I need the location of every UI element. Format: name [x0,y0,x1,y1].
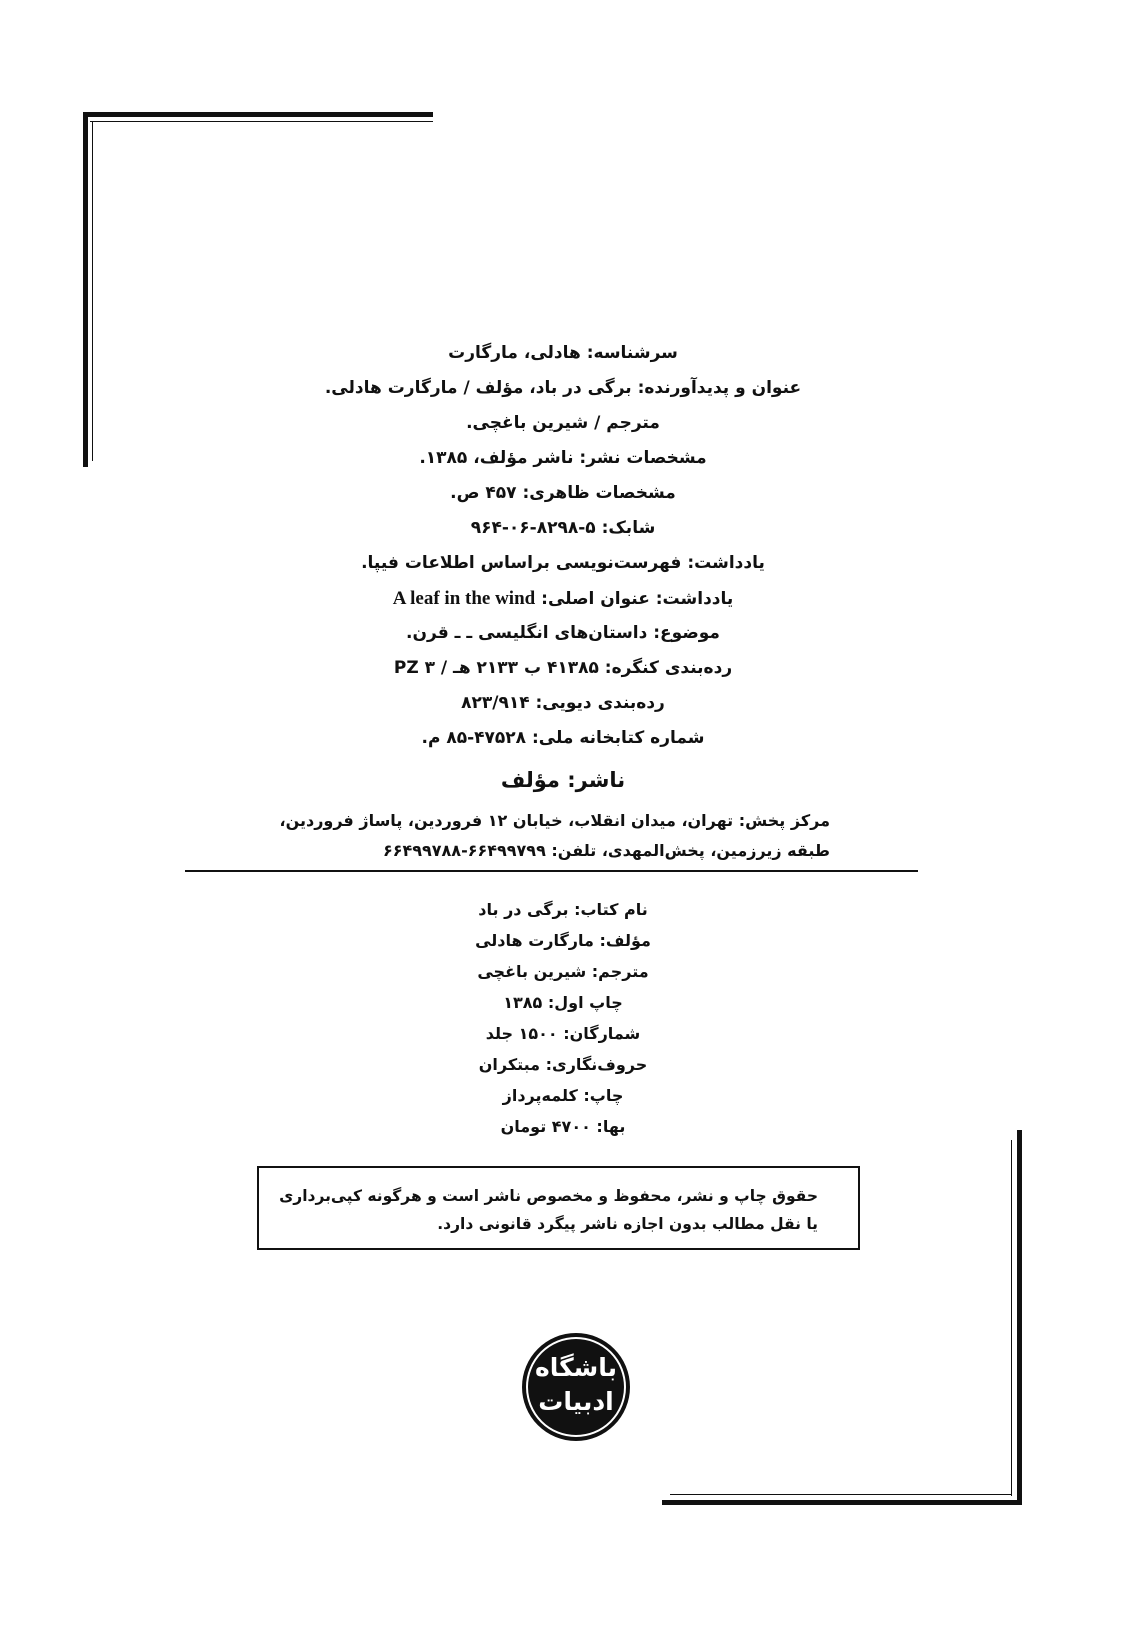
logo-word-top: باشگاه [534,1353,618,1382]
spec-typesetting: حروف‌نگاری: مبتکران [478,1055,648,1074]
spec-print-run: شمارگان: ۱۵۰۰ جلد [485,1024,641,1043]
cip-isbn: شابک: ۵-۸۲۹۸-۰۶-۹۶۴ [470,518,656,538]
spec-translator: مترجم: شیرین باغچی [477,962,649,981]
frame-bottom-right-vertical-thin [1011,1140,1012,1496]
frame-bottom-right-horizontal [662,1500,1022,1505]
club-logo [522,1333,630,1441]
frame-bottom-right-horizontal-thin [670,1494,1012,1495]
spec-book-name: نام کتاب: برگی در باد [478,900,648,919]
address-line: طبقه زیرزمین، پخش‌المهدی، تلفن: ۶۶۴۹۹۷۹۹-۶۶۴۹۹۷۸۸ [382,841,830,860]
logo-word-bottom: ادبیات [538,1387,614,1416]
cip-lc-class: رده‌بندی کنگره: ۴۱۳۸۵ ب ۲۱۳۳ هـ / ۳ PZ [393,658,733,678]
copyright-notice [257,1166,860,1250]
cip-subject: موضوع: داستان‌های انگلیسی ـ ـ قرن. [406,623,720,643]
section-divider [185,870,918,872]
cip-heading: سرشناسه: هادلی، مارگارت [448,343,678,363]
spec-edition: چاپ اول: ۱۳۸۵ [503,993,623,1012]
cip-note-fipa: یادداشت: فهرست‌نویسی براساس اطلاعات فیپا. [361,553,765,573]
frame-top-left-horizontal-thin [90,121,433,122]
cip-dewey: رده‌بندی دیویی: ۸۲۳/۹۱۴ [461,693,665,713]
copyright-line: یا نقل مطالب بدون اجازه ناشر پیگرد قانونی دارد. [437,1215,818,1233]
spec-printing: چاپ: کلمه‌پرداز [502,1086,624,1105]
address-line: مرکز پخش: تهران، میدان انقلاب، خیابان ۱۲ فروردین، پاساژ فروردین، [279,811,830,830]
cip-original-title [0,581,1126,616]
copyright-line: حقوق چاپ و نشر، محفوظ و مخصوص ناشر است و هرگونه کپی‌برداری [279,1187,818,1205]
cip-title-author: عنوان و پدیدآورنده: برگی در باد، مؤلف / مارگارت هادلی. [324,378,802,398]
spec-author: مؤلف: مارگارت هادلی [475,931,651,950]
distribution-address [250,806,830,866]
publisher-name: ناشر: مؤلف [500,768,626,792]
cip-publication: مشخصات نشر: ناشر مؤلف، ۱۳۸۵. [419,448,707,468]
book-specs [0,894,1126,1142]
cip-national-library: شماره کتابخانه ملی: ۴۷۵۲۸-۸۵ م. [421,728,705,748]
frame-bottom-right-vertical [1017,1130,1022,1505]
cip-original-title-label: یادداشت: عنوان اصلی: [541,589,734,609]
cip-original-title-value: A leaf in the wind [392,588,536,609]
cataloging-block [0,336,1126,756]
spec-price: بها: ۴۷۰۰ تومان [500,1117,626,1136]
cip-translator: مترجم / شیرین باغچی. [466,413,660,433]
cip-physical: مشخصات ظاهری: ۴۵۷ ص. [450,483,676,503]
frame-top-left-horizontal [83,112,433,117]
